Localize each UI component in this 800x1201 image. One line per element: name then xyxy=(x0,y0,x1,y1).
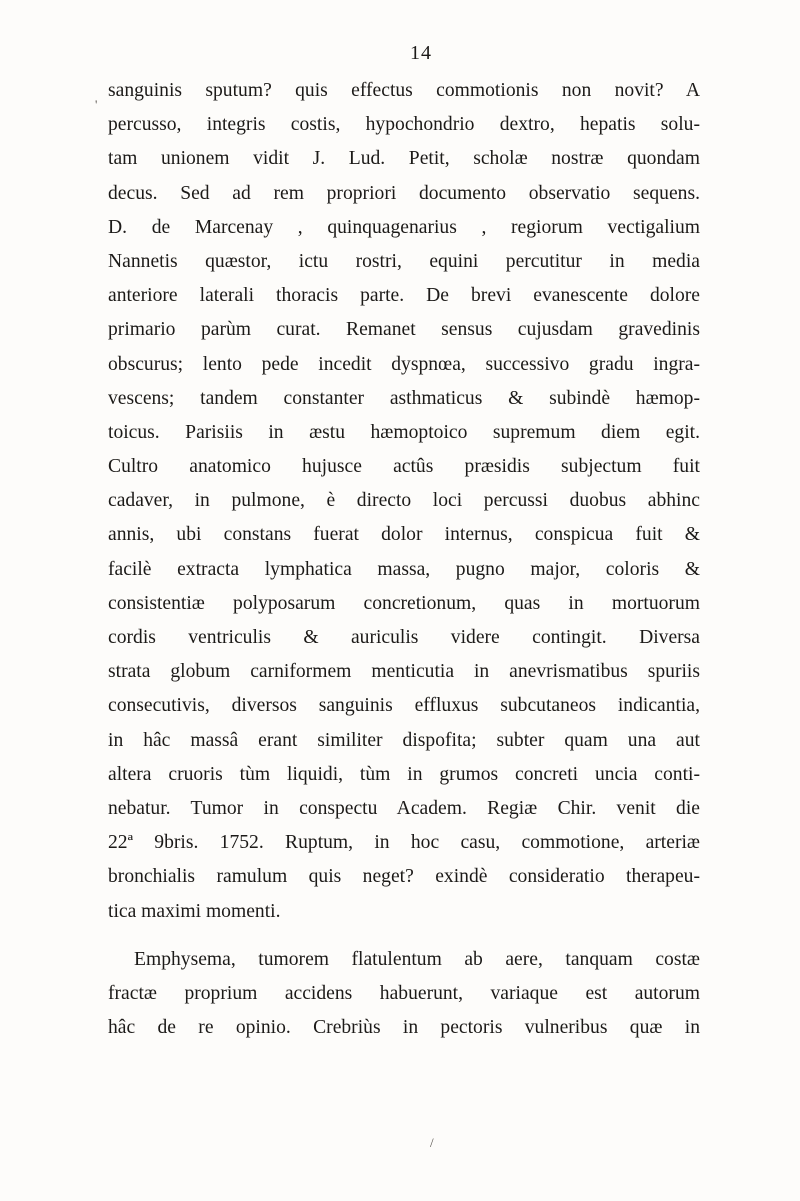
text-line: altera cruoris tùm liquidi, tùm in grumos concreti uncia conti- xyxy=(108,763,700,785)
body-text xyxy=(108,74,700,1045)
text-line: tam unionem vidit J. Lud. Petit, scholæ nostræ quondam xyxy=(108,148,700,170)
text-line: cadaver, in pulmone, è directo loci percussi duobus abhinc xyxy=(108,490,700,512)
text-line: strata globum carniformem menticutia in anevrismatibus spuriis xyxy=(108,661,700,683)
text-line: Emphysema, tumorem flatulentum ab aere, tanquam costæ xyxy=(134,948,700,970)
text-line: vescens; tandem constanter asthmaticus & subindè hæmop- xyxy=(108,387,700,409)
paper-speck: / xyxy=(430,1135,434,1150)
text-line: toicus. Parisiis in æstu hæmoptoico supremum diem egit. xyxy=(108,421,700,443)
text-line: cordis ventriculis & auriculis videre contingit. Diversa xyxy=(108,627,700,648)
text-line: bronchialis ramulum quis neget? exindè consideratio therapeu- xyxy=(108,866,700,888)
text-line: D. de Marcenay , quinquagenarius , regiorum vectigalium xyxy=(108,216,700,238)
text-line: facilè extracta lymphatica massa, pugno major, coloris & xyxy=(108,558,700,580)
text-line: decus. Sed ad rem propriori documento observatio sequens. xyxy=(108,182,700,204)
text-line: Cultro anatomico hujusce actûs præsidis subjectum fuit xyxy=(108,456,700,478)
text-line: tica maximi momenti. xyxy=(108,900,281,922)
text-line: 22ª 9bris. 1752. Ruptum, in hoc casu, commotione, arteriæ xyxy=(108,832,700,854)
text-line: sanguinis sputum? quis effectus commotionis non novit? A xyxy=(108,80,700,101)
text-line: in hâc massâ erant similiter dispofita; subter quam una aut xyxy=(108,729,700,751)
paragraph xyxy=(108,943,700,1046)
text-line: primario parùm curat. Remanet sensus cujusdam gravedinis xyxy=(108,319,700,341)
text-line: anteriore laterali thoracis parte. De brevi evanescente dolore xyxy=(108,285,700,307)
text-line: consecutivis, diversos sanguinis effluxus subcutaneos indicantia, xyxy=(108,695,700,717)
paragraph-spacer xyxy=(108,929,700,943)
text-line: percusso, integris costis, hypochondrio dextro, hepatis solu- xyxy=(108,114,700,136)
text-line: Nannetis quæstor, ictu rostri, equini percutitur in media xyxy=(108,250,700,272)
paragraph xyxy=(108,74,700,929)
page-number: 14 xyxy=(410,42,432,64)
text-line: annis, ubi constans fuerat dolor internus, conspicua fuit & xyxy=(108,524,700,546)
text-line: consistentiæ polyposarum concretionum, quas in mortuorum xyxy=(108,592,700,614)
text-line: fractæ proprium accidens habuerunt, variaque est autorum xyxy=(108,982,700,1004)
text-line: nebatur. Tumor in conspectu Academ. Regiæ Chir. venit die xyxy=(108,797,700,819)
text-line: obscurus; lento pede incedit dyspnœa, successivo gradu ingra- xyxy=(108,353,700,375)
text-line: hâc de re opinio. Crebriùs in pectoris vulneribus quæ in xyxy=(108,1017,700,1039)
paper-speck: ' xyxy=(95,97,98,112)
